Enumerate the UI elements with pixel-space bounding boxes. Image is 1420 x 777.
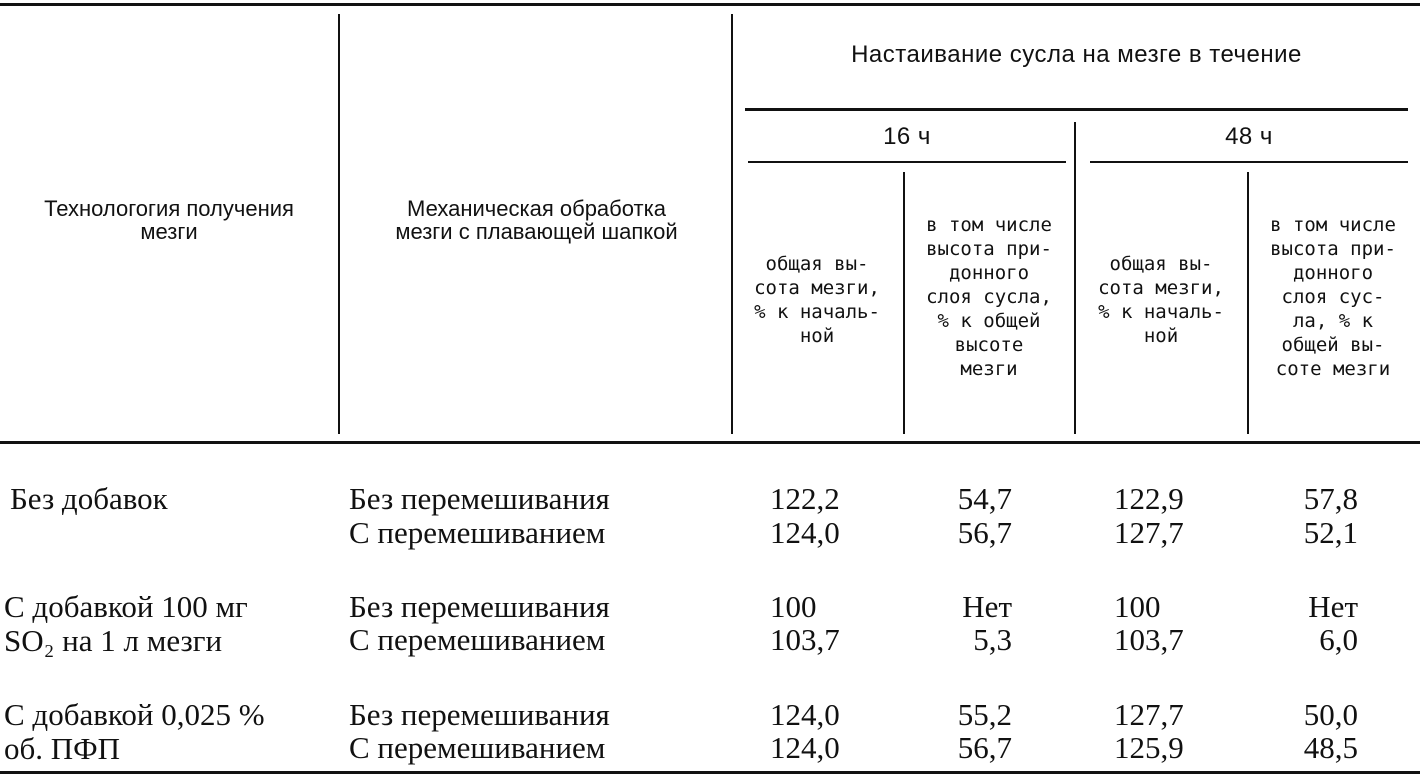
- cell-2-2-t48-total: 103,7: [1114, 622, 1184, 657]
- row-mech-2-2: С перемешиванием: [349, 622, 606, 657]
- cell-2-1-t16-bottom: Нет: [962, 589, 1012, 624]
- header-16-bottom-layer: в том числе высота при- донного слоя сусла, % к общей высоте мезги: [926, 214, 1052, 380]
- cell-3-2-t48-total: 125,9: [1114, 730, 1184, 765]
- cell-1-2-t48-total: 127,7: [1114, 515, 1184, 550]
- cell-1-1-t16-bottom: 54,7: [957, 481, 1012, 516]
- row-group-tech-3: С добавкой 0,025 % об. ПФП: [4, 697, 265, 766]
- period-16-rule: [748, 161, 1066, 163]
- row-mech-1-2: С перемешиванием: [349, 515, 606, 550]
- header-infusion: Настаивание сусла на мезге в течение: [851, 41, 1302, 68]
- row-mech-1-1: Без перемешивания: [349, 481, 610, 516]
- header-mechanical: Механическая обработка мезги с плавающей шапкой: [395, 196, 678, 244]
- row-mech-3-1: Без перемешивания: [349, 697, 610, 732]
- table-bottom-rule: [0, 771, 1420, 774]
- header-16-total-height: общая вы- сота мезги, % к началь- ной: [754, 253, 880, 347]
- cell-3-1-t16-total: 124,0: [770, 697, 840, 732]
- header-48-total-height: общая вы- сота мезги, % к началь- ной: [1098, 253, 1224, 347]
- row-mech-3-2: С перемешиванием: [349, 730, 606, 765]
- cell-1-2-t16-total: 124,0: [770, 515, 840, 550]
- divider-tech-mech: [338, 14, 340, 434]
- cell-2-1-t16-total: 100: [770, 589, 817, 624]
- row-group-tech-2: С добавкой 100 мг SO₂ на 1 л мезги: [4, 589, 248, 658]
- header-period-16: 16 ч: [883, 123, 931, 150]
- header-bottom-rule: [0, 441, 1420, 444]
- cell-1-1-t48-total: 122,9: [1114, 481, 1184, 516]
- cell-3-1-t48-bottom: 50,0: [1303, 697, 1358, 732]
- cell-1-2-t48-bottom: 52,1: [1303, 515, 1358, 550]
- cell-2-2-t16-total: 103,7: [770, 622, 840, 657]
- cell-3-1-t48-total: 127,7: [1114, 697, 1184, 732]
- period-48-rule: [1090, 161, 1408, 163]
- header-48-bottom-layer: в том числе высота при- донного слоя сус- ла, % к общей вы- соте мезги: [1270, 214, 1396, 380]
- group-header-rule: [745, 108, 1408, 111]
- cell-3-1-t16-bottom: 55,2: [957, 697, 1012, 732]
- divider-mech-data: [731, 14, 733, 434]
- cell-1-1-t16-total: 122,2: [770, 481, 840, 516]
- cell-3-2-t16-total: 124,0: [770, 730, 840, 765]
- row-group-tech-1: Без добавок: [10, 481, 168, 516]
- cell-3-2-t16-bottom: 56,7: [957, 730, 1012, 765]
- cell-2-2-t48-bottom: 6,0: [1319, 622, 1358, 657]
- cell-1-2-t16-bottom: 56,7: [957, 515, 1012, 550]
- header-period-48: 48 ч: [1225, 123, 1273, 150]
- row-mech-2-1: Без перемешивания: [349, 589, 610, 624]
- cell-1-1-t48-bottom: 57,8: [1303, 481, 1358, 516]
- header-technology: Технологогия получения мезги: [44, 196, 294, 244]
- cell-2-1-t48-bottom: Нет: [1308, 589, 1358, 624]
- cell-2-1-t48-total: 100: [1114, 589, 1161, 624]
- table-top-rule: [0, 3, 1420, 6]
- cell-2-2-t16-bottom: 5,3: [973, 622, 1012, 657]
- cell-3-2-t48-bottom: 48,5: [1303, 730, 1358, 765]
